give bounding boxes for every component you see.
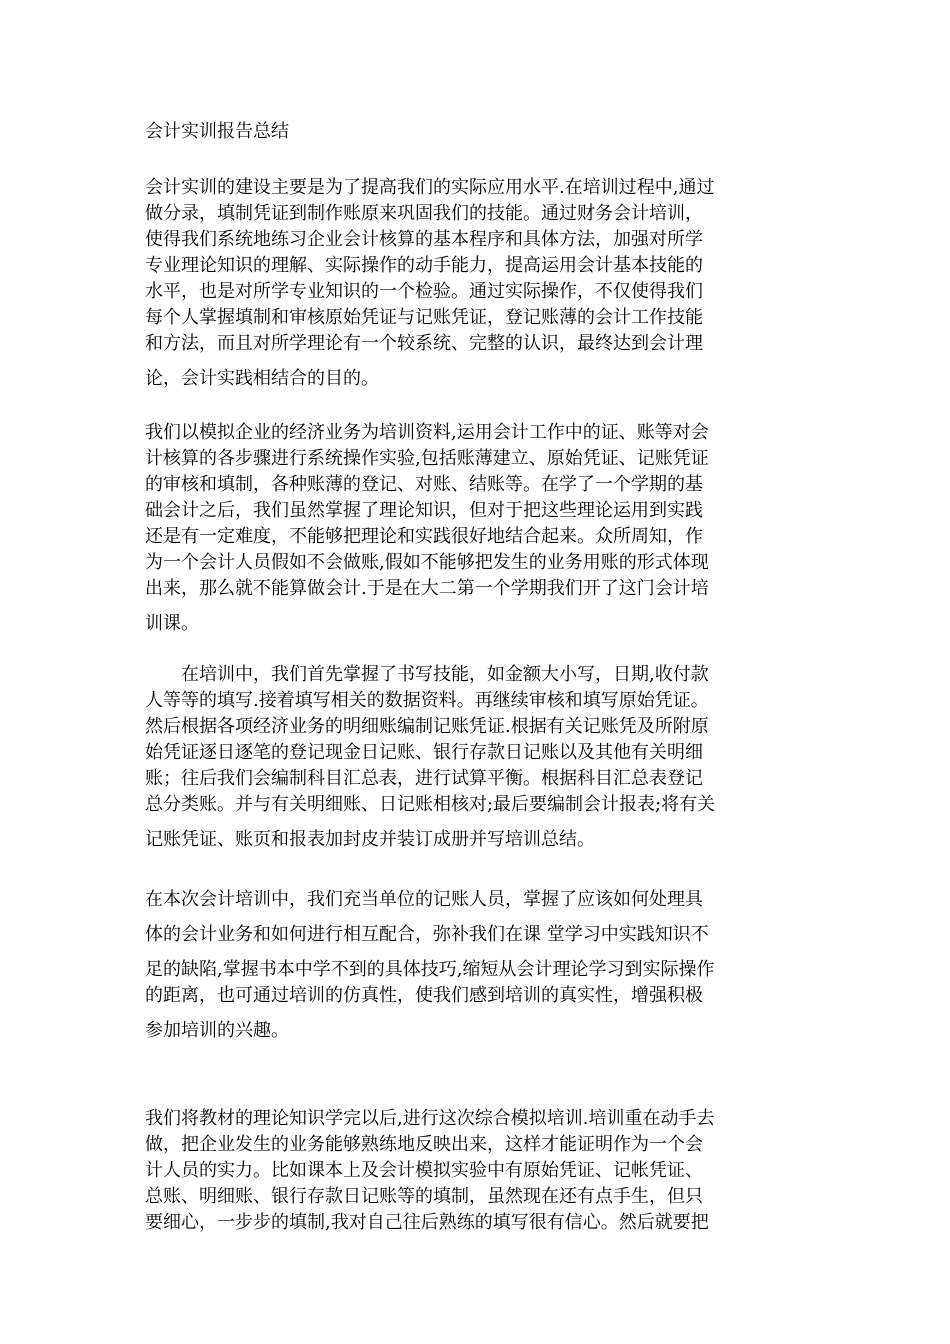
document-title: 会计实训报告总结	[145, 121, 289, 142]
paragraph-line: 论，会计实践相结合的目的。	[145, 368, 379, 389]
paragraph-line: 总分类账。并与有关明细账、日记账相核对;最后要编制会计报表;将有关	[145, 794, 716, 815]
paragraph-line: 始凭证逐日逐笔的登记现金日记账、银行存款日记账以及其他有关明细	[145, 742, 703, 763]
paragraph-line: 专业理论知识的理解、实际操作的动手能力，提高运用会计基本技能的	[145, 255, 703, 276]
paragraph-line: 然后根据各项经济业务的明细账编制记账凭证.根据有关记账凭及所附原	[145, 716, 709, 737]
paragraph-line: 使得我们系统地练习企业会计核算的基本程序和具体方法，加强对所学	[145, 229, 703, 250]
paragraph-line: 我们以模拟企业的经济业务为培训资料,运用会计工作中的证、账等对会	[145, 422, 709, 443]
paragraph-line: 为一个会计人员假如不会做账,假如不能够把发生的业务用账的形式体现	[145, 552, 709, 573]
paragraph-4	[145, 887, 825, 1044]
paragraph-line: 账；往后我们会编制科目汇总表，进行试算平衡。根据科目汇总表登记	[145, 768, 703, 789]
paragraph-line: 计核算的各步骤进行系统操作实验,包括账薄建立、原始凭证、记账凭证	[145, 448, 709, 469]
paragraph-line: 体的会计业务和如何进行相互配合，弥补我们在课 堂学习中实践知识不	[145, 924, 709, 945]
paragraph-line: 的审核和填制，各种账薄的登记、对账、结账等。在学了一个学期的基	[145, 474, 703, 495]
paragraph-line: 计人员的实力。比如课本上及会计模拟实验中有原始凭证、记帐凭证、	[145, 1160, 703, 1181]
paragraph-line: 和方法，而且对所学理论有一个较系统、完整的认识，最终达到会计理	[145, 333, 703, 354]
paragraph-line: 做，把企业发生的业务能够熟练地反映出来，这样才能证明作为一个会	[145, 1134, 703, 1155]
paragraph-line: 足的缺陷,掌握书本中学不到的具体技巧,缩短从会计理论学习到实际操作	[145, 959, 715, 980]
paragraph-line: 础会计之后，我们虽然掌握了理论知识，但对于把这些理论运用到实践	[145, 500, 703, 521]
paragraph-line: 做分录，填制凭证到制作账原来巩固我们的技能。通过财务会计培训，	[145, 203, 703, 224]
paragraph-line: 训课。	[145, 613, 199, 634]
paragraph-3	[145, 662, 825, 853]
paragraph-line: 总账、明细账、银行存款日记账等的填制，虽然现在还有点手生，但只	[145, 1186, 703, 1207]
paragraph-5	[145, 1106, 825, 1236]
paragraph-line: 在培训中，我们首先掌握了书写技能，如金额大小写，日期,收付款	[145, 664, 709, 685]
paragraph-line: 水平，也是对所学专业知识的一个检验。通过实际操作，不仅使得我们	[145, 281, 703, 302]
paragraph-line: 出来，那么就不能算做会计.于是在大二第一个学期我们开了这门会计培	[145, 578, 709, 599]
paragraph-line: 在本次会计培训中，我们充当单位的记账人员，掌握了应该如何处理具	[145, 889, 703, 910]
paragraph-1	[145, 175, 825, 392]
paragraph-line: 的距离，也可通过培训的仿真性，使我们感到培训的真实性，增强积极	[145, 985, 703, 1006]
paragraph-2	[145, 420, 825, 637]
paragraph-line: 会计实训的建设主要是为了提高我们的实际应用水平.在培训过程中,通过	[145, 177, 715, 198]
paragraph-line: 还是有一定难度，不能够把理论和实践很好地结合起来。众所周知，作	[145, 526, 703, 547]
paragraph-line: 记账凭证、账页和报表加封皮并装订成册并写培训总结。	[145, 829, 595, 850]
paragraph-line: 我们将教材的理论知识学完以后,进行这次综合模拟培训.培训重在动手去	[145, 1108, 715, 1129]
paragraph-line: 参加培训的兴趣。	[145, 1020, 289, 1041]
paragraph-line: 人等等的填写.接着填写相关的数据资料。再继续审核和填写原始凭证。	[145, 690, 709, 711]
paragraph-line: 要细心，一步步的填制,我对自己往后熟练的填写很有信心。然后就要把	[145, 1212, 709, 1233]
paragraph-line: 每个人掌握填制和审核原始凭证与记账凭证，登记账薄的会计工作技能	[145, 307, 703, 328]
